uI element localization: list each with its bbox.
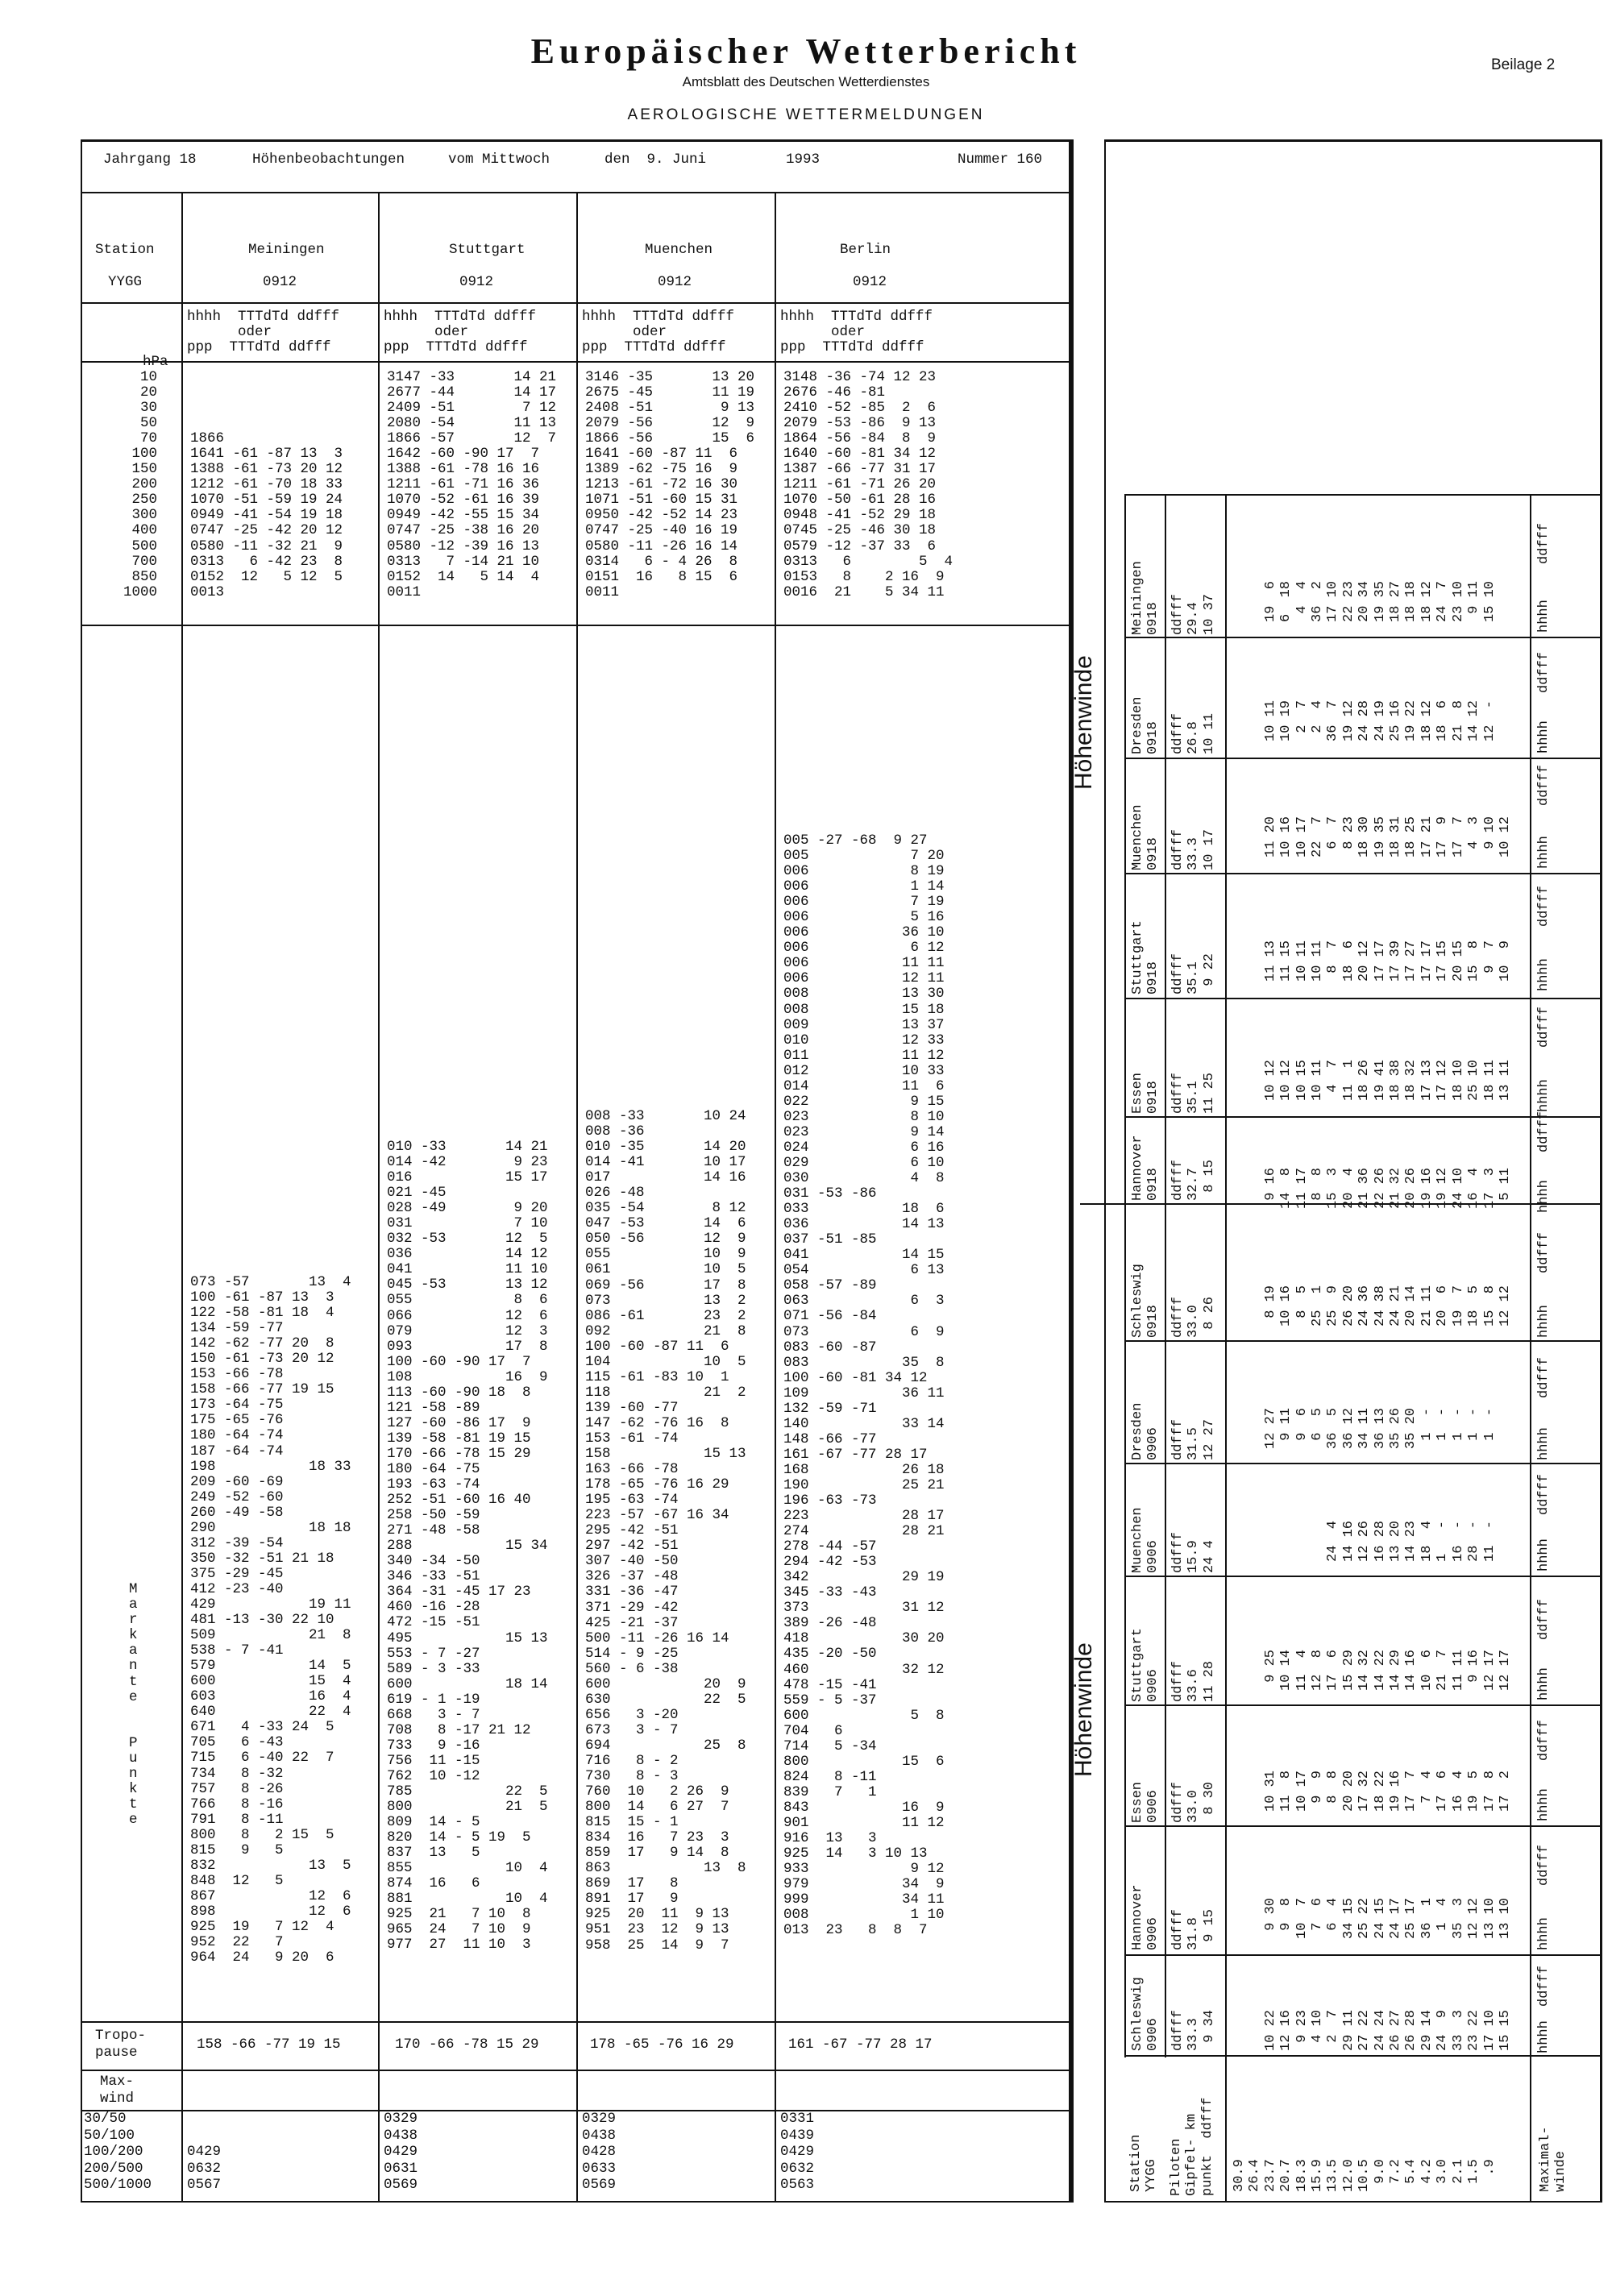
hw-station: Hannover 0918 (1130, 1135, 1161, 1201)
hw-station: Stuttgart 0918 (1130, 920, 1161, 994)
hw-data: 11 13 11 15 10 11 10 11 8 7 18 6 20 12 17 17 17 39 17 27 17 17 17 15 20 15 15 8 9 7 10 9 (1262, 940, 1513, 982)
hw-station: Muenchen 0906 (1130, 1507, 1161, 1573)
hw-data: 10 12 10 12 10 15 10 11 4 7 11 1 18 26 19 41 18 38 18 32 17 13 17 12 18 10 25 10 18 11 13 11 (1262, 1059, 1513, 1101)
hpa-label: hPa (143, 354, 168, 370)
hw-data: 24 4 14 16 12 26 16 28 13 20 14 23 18 4 1 - 16 - 28 - 11 - (1325, 1520, 1498, 1562)
markante-muenchen: 008 -33 10 24 008 -36 010 -35 14 20 014 -41 10 17 017 14 16 026 -48 035 -54 8 12 047 -53 14 6 050 -56 12 9 055 10 9 061 10 5 069 -56 17 8 073 13 2 086 -61 23 2 092 21 8 100 -60 -87 11 6 104 10 5 115 -61 -83 10 1 118 21 2 139 -60 -77 147 -62 -76 16 8 153 -61 -74 158 15 13 163 -66 -78 178 -65 -76 16 29 195 -63 -74 223 -57 -67 16 34 295 -42 -51 297 -42 -51 307 -40 -50 326 -37 -48 331 -36 -47 371 -29 -42 425 -21 -37 500 -11 -26 16 14 514 - 9 -25 560 - 6 -38 600 20 9 630 22 5 656 3 -20 673 3 - 7 694 25 8 716 8 - 2 730 8 - 3 760 10 2 26 9 800 14 6 27 7 815 15 - 1 834 16 7 23 3 859 17 9 14 8 863 13 8 869 17 8 891 17 9 925 20 11 9 13 951 23 12 9 13 958 25 14 9 7 (585, 1108, 746, 1953)
hw-station: Muenchen 0918 (1130, 804, 1161, 870)
hw-station: Hannover 0906 (1130, 1884, 1161, 1950)
hw-gipfel: ddfff 29.4 10 37 (1170, 593, 1217, 635)
hw-hhhh-label: hhhh (1536, 1667, 1552, 1700)
hw-station: Schleswig 0906 (1130, 1977, 1161, 2051)
obs-kind: Höhenbeobachtungen (252, 152, 405, 168)
hw-gipfel: ddfff 35.1 9 22 (1170, 953, 1217, 994)
hw-ddfff-label: ddfff (1536, 764, 1552, 806)
standard-levels-berlin: 3148 -36 -74 12 23 2676 -46 -81 2410 -52 -85 2 6 2079 -53 -86 9 13 1864 -56 -84 8 9 1640 -60 -81 34 12 1387 -66 -77 31 17 1211 -61 -71 26 20 1070 -50 -61 28 16 0948 -41 -52 29 18 0745 -25 -46 30 18 0579 -12 -37 33 6 0313 6 5 4 0153 8 2 16 9 0016 21 5 34 11 (783, 369, 953, 600)
col-header: hhhh TTTdTd ddfff oder ppp TTTdTd ddfff (187, 309, 340, 356)
beilage-label: Beilage 2 (1491, 56, 1556, 73)
col-header: hhhh TTTdTd ddfff oder ppp TTTdTd ddfff (780, 309, 933, 356)
hw-hhhh-label: hhhh (1536, 1305, 1552, 1338)
hw-gipfel: ddfff 33.3 10 17 (1170, 828, 1217, 870)
hw-station: Schleswig 0918 (1130, 1264, 1161, 1338)
hw-hhhh-label: hhhh (1536, 1079, 1552, 1112)
station-label: Station (95, 242, 155, 258)
hw-hhhh-label: hhhh (1536, 1538, 1552, 1571)
standard-levels-stuttgart: 3147 -33 14 21 2677 -44 14 17 2409 -51 7 12 2080 -54 11 13 1866 -57 12 7 1642 -60 -90 17 7 1388 -61 -78 16 16 1211 -61 -71 16 36 1070 -52 -61 16 39 0949 -42 -55 15 34 0747 -25 -38 16 20 0580 -12 -39 16 13 0313 7 -14 21 10 0152 14 5 14 4 0011 (387, 369, 557, 600)
hw-hhhh-label: hhhh (1536, 1788, 1552, 1821)
hw-ddfff-label: ddfff (1536, 651, 1552, 693)
tropopause-label: Tropo- pause (95, 2028, 147, 2061)
hw-piloten-label: Piloten Gipfel- km punkt ddfff (1169, 2097, 1215, 2196)
hw-ddfff-label: ddfff (1536, 1719, 1552, 1761)
markante-meiningen: 073 -57 13 4 100 -61 -87 13 3 122 -58 -81 18 4 134 -59 -77 142 -62 -77 20 8 150 -61 -73 20 12 153 -66 -78 158 -66 -77 19 15 173 -64 -75 175 -65 -76 180 -64 -74 187 -64 -74 198 18 33 209 -60 -69 249 -52 -60 260 -49 -58 290 18 18 312 -39 -54 350 -32 -51 21 18 375 -29 -45 412 -23 -40 429 19 11 481 -13 -30 22 10 509 21 8 538 - 7 -41 579 14 5 600 15 4 603 16 4 640 22 4 671 4 -33 24 5 705 6 -43 715 6 -40 22 7 734 8 -32 757 8 -26 766 8 -16 791 8 -11 800 8 2 15 5 815 9 5 832 13 5 848 12 5 867 12 6 898 12 6 925 19 7 12 4 952 22 7 964 24 9 20 6 (190, 1274, 351, 1966)
hw-hhhh-label: hhhh (1536, 1180, 1552, 1213)
hw-ddfff-label: ddfff (1536, 1006, 1552, 1048)
station-name: Stuttgart (449, 242, 526, 258)
hw-station: Dresden 0906 (1130, 1402, 1161, 1460)
hw-hhhh-label: hhhh (1536, 836, 1552, 869)
hw-hhhh-label: hhhh (1536, 2020, 1552, 2053)
station-yygg: 0912 (459, 274, 494, 290)
hw-gipfel: ddfff 26.8 10 11 (1170, 712, 1217, 754)
hw-hhhh-label: hhhh (1536, 720, 1552, 754)
obs-day: vom Mittwoch (448, 152, 550, 168)
hw-data: 10 22 12 16 9 23 4 10 2 7 29 11 27 22 24 24 26 27 26 28 29 14 24 9 33 3 23 22 17 10 15 15 (1262, 2009, 1513, 2051)
jahrgang: Jahrgang 18 (103, 152, 197, 168)
hw-gipfel: ddfff 31.5 12 27 (1170, 1418, 1217, 1460)
hw-data: 8 19 10 16 8 5 25 1 25 9 26 20 24 36 24 38 24 21 20 14 21 11 20 6 19 7 18 5 15 8 12 12 (1262, 1285, 1513, 1327)
page-title: Europäischer Wetterbericht (530, 31, 1082, 71)
station-yygg: 0912 (263, 274, 297, 290)
markante-berlin: 005 -27 -68 9 27 005 7 20 006 8 19 006 1 14 006 7 19 006 5 16 006 36 10 006 6 12 006 11 11 006 12 11 008 13 30 008 15 18 009 13 37 010 12 33 011 11 12 012 10 33 014 11 6 022 9 15 023 8 10 023 9 14 024 6 16 029 6 10 030 4 8 031 -53 -86 033 18 6 036 14 13 037 -51 -85 041 14 15 054 6 13 058 -57 -89 063 6 3 071 -56 -84 073 6 9 083 -60 -87 083 35 8 100 -60 -81 34 12 109 36 11 132 -59 -71 140 33 14 148 -66 -77 161 -67 -77 28 17 168 26 18 190 25 21 196 -63 -73 223 28 17 274 28 21 278 -44 -57 294 -42 -53 342 29 19 345 -33 -43 373 31 12 389 -26 -48 418 30 20 435 -20 -50 460 32 12 478 -15 -41 559 - 5 -37 600 5 8 704 6 714 5 -34 800 15 6 824 8 -11 839 7 1 843 16 9 901 11 12 916 13 3 925 14 3 10 13 933 9 12 979 34 9 999 34 11 008 1 10 013 23 8 8 7 (783, 832, 945, 1939)
tropopause-berlin: 161 -67 -77 28 17 (788, 2037, 933, 2053)
maxwind-label: Max- wind (100, 2074, 135, 2107)
hw-station: Dresden 0918 (1130, 696, 1161, 754)
hw-gipfel: ddfff 35.1 11 25 (1170, 1072, 1217, 1114)
hw-gipfel: ddfff 32.7 8 15 (1170, 1159, 1217, 1201)
hw-station: Essen 0906 (1130, 1781, 1161, 1823)
hw-gipfel: ddfff 33.6 11 28 (1170, 1660, 1217, 1702)
hw-station: Stuttgart 0906 (1130, 1628, 1161, 1702)
hw-ddfff-label: ddfff (1536, 1231, 1552, 1273)
hw-maximal-label: Maximal- winde (1538, 2126, 1569, 2192)
hw-station: Meiningen 0918 (1130, 561, 1161, 635)
station-name: Meiningen (248, 242, 325, 258)
markante-stuttgart: 010 -33 14 21 014 -42 9 23 016 15 17 021 -45 028 -49 9 20 031 7 10 032 -53 12 5 036 14 12 041 11 10 045 -53 13 12 055 8 6 066 12 6 079 12 3 093 17 8 100 -60 -90 17 7 108 16 9 113 -60 -90 18 8 121 -58 -89 127 -60 -86 17 9 139 -58 -81 19 15 170 -66 -78 15 29 180 -64 -75 193 -63 -74 252 -51 -60 16 40 258 -50 -59 271 -48 -58 288 15 34 340 -34 -50 346 -33 -51 364 -31 -45 17 23 460 -16 -28 472 -15 -51 495 15 13 553 - 7 -27 589 - 3 -33 600 18 14 619 - 1 -19 668 3 - 7 708 8 -17 21 12 733 9 -16 756 11 -15 762 10 -12 785 22 5 800 21 5 809 14 - 5 820 14 - 5 19 5 837 13 5 855 10 4 874 16 6 881 10 4 925 21 7 10 8 965 24 7 10 9 977 27 11 10 3 (387, 1139, 548, 1953)
hw-data: 19 6 6 18 4 4 36 2 17 10 22 23 20 34 19 35 18 27 18 18 18 12 24 7 23 10 9 11 15 10 (1262, 580, 1498, 622)
maxwind-muenchen: 0329 0438 0428 0633 0569 (582, 2111, 617, 2193)
hw-data: 10 31 11 8 10 17 9 9 8 8 20 20 17 32 18 22 19 16 17 7 7 4 17 6 16 4 19 5 17 8 17 2 (1262, 1770, 1513, 1812)
col-header: hhhh TTTdTd ddfff oder ppp TTTdTd ddfff (582, 309, 735, 356)
section-title: AEROLOGISCHE WETTERMELDUNGEN (627, 106, 985, 123)
yygg-label: YYGG (108, 274, 143, 290)
markante-label: M a r k a n t e P u n k t e (129, 1581, 138, 1829)
hw-data: 9 30 9 8 10 7 7 6 6 4 34 15 25 22 24 15 24 17 25 17 36 1 1 4 35 3 12 12 13 10 13 10 (1262, 1897, 1513, 1939)
standard-levels-meiningen: 1866 1641 -61 -87 13 3 1388 -61 -73 20 12 1212 -61 -70 18 33 1070 -51 -59 19 24 0949 -41 -54 19 18 0747 -25 -42 20 12 0580 -11 -32 21 9 0313 6 -42 23 8 0152 12 5 12 5 0013 (190, 430, 343, 600)
obs-year: 1993 (786, 152, 821, 168)
hoehenwinde-title-1: Höhenwinde (1070, 655, 1097, 790)
maxwind-stuttgart: 0329 0438 0429 0631 0569 (384, 2111, 418, 2193)
standard-levels-muenchen: 3146 -35 13 20 2675 -45 11 19 2408 -51 9 13 2079 -56 12 9 1866 -56 15 6 1641 -60 -87 11 6 1389 -62 -75 16 9 1213 -61 -72 16 30 1071 -51 -60 15 31 0950 -42 -52 14 23 0747 -25 -40 16 19 0580 -11 -26 16 14 0314 6 - 4 26 8 0151 16 8 15 6 0011 (585, 369, 755, 600)
hw-hhhh-label: hhhh (1536, 1427, 1552, 1460)
hw-hhhh-label: hhhh (1536, 1917, 1552, 1950)
hw-gipfel: ddfff 15.9 24 4 (1170, 1531, 1217, 1573)
col-header: hhhh TTTdTd ddfff oder ppp TTTdTd ddfff (384, 309, 537, 356)
hw-heights: 30.9 26.4 23.7 20.7 18.3 15.9 13.5 12.0 10.5 9.0 7.2 5.4 4.2 3.0 2.1 1.5 .9 (1232, 2159, 1498, 2192)
hw-data: 10 11 10 19 2 7 2 4 36 7 19 12 24 28 24 19 25 16 19 22 18 12 18 6 21 8 14 12 12 - (1262, 700, 1498, 741)
hw-station: Essen 0918 (1130, 1072, 1161, 1114)
maxwind-ranges: 30/50 50/100 100/200 200/500 500/1000 (84, 2111, 152, 2193)
maxwind-meiningen: 0429 0632 0567 (187, 2144, 222, 2193)
hw-ddfff-label: ddfff (1536, 1598, 1552, 1640)
hw-gipfel: ddfff 33.3 9 34 (1170, 2009, 1217, 2051)
hw-data: 12 27 9 11 9 6 6 5 36 5 36 12 34 11 36 13 35 26 35 20 1 - 1 - 1 - 1 - 1 - (1262, 1407, 1498, 1449)
station-name: Muenchen (645, 242, 713, 258)
hw-ddfff-label: ddfff (1536, 522, 1552, 564)
station-yygg: 0912 (658, 274, 692, 290)
hw-data: 11 20 10 16 10 17 22 7 6 7 8 23 18 30 19 35 18 31 18 25 17 21 17 9 17 7 4 3 9 10 10 12 (1262, 816, 1513, 857)
hoehenwinde-title-2: Höhenwinde (1070, 1642, 1097, 1777)
hw-gipfel: ddfff 33.0 8 26 (1170, 1296, 1217, 1338)
hw-ddfff-label: ddfff (1536, 1473, 1552, 1515)
obs-date: den 9. Juni (604, 152, 707, 168)
tropopause-meiningen: 158 -66 -77 19 15 (197, 2037, 341, 2053)
issue-number: Nummer 160 (958, 152, 1043, 168)
hw-ddfff-label: ddfff (1536, 1111, 1552, 1152)
hw-data: 9 25 10 14 11 4 12 8 17 6 15 29 14 32 14 22 14 29 14 16 10 6 21 7 11 11 9 16 12 17 12 17 (1262, 1649, 1513, 1691)
hw-station-label: Station YYGG (1128, 2134, 1160, 2192)
station-name: Berlin (840, 242, 891, 258)
tropopause-muenchen: 178 -65 -76 16 29 (590, 2037, 734, 2053)
pressure-levels: 10 20 30 50 70 100 150 200 250 300 400 500 700 850 1000 (123, 369, 157, 600)
hw-ddfff-label: ddfff (1536, 1965, 1552, 2007)
maxwind-berlin: 0331 0439 0429 0632 0563 (780, 2111, 815, 2193)
hw-gipfel: ddfff 31.8 9 15 (1170, 1908, 1217, 1950)
station-yygg: 0912 (853, 274, 887, 290)
hw-data: 9 16 14 8 11 17 8 8 15 3 20 4 21 36 22 26 21 32 20 26 19 16 19 12 24 10 16 4 17 3 5 11 (1262, 1167, 1513, 1209)
tropopause-stuttgart: 170 -66 -78 15 29 (395, 2037, 539, 2053)
hw-ddfff-label: ddfff (1536, 1844, 1552, 1886)
hw-gipfel: ddfff 33.0 8 30 (1170, 1781, 1217, 1823)
hw-ddfff-label: ddfff (1536, 885, 1552, 927)
hw-ddfff-label: ddfff (1536, 1356, 1552, 1398)
hw-hhhh-label: hhhh (1536, 958, 1552, 991)
hw-hhhh-label: hhhh (1536, 600, 1552, 633)
page-subtitle: Amtsblatt des Deutschen Wetterdienstes (682, 74, 930, 89)
